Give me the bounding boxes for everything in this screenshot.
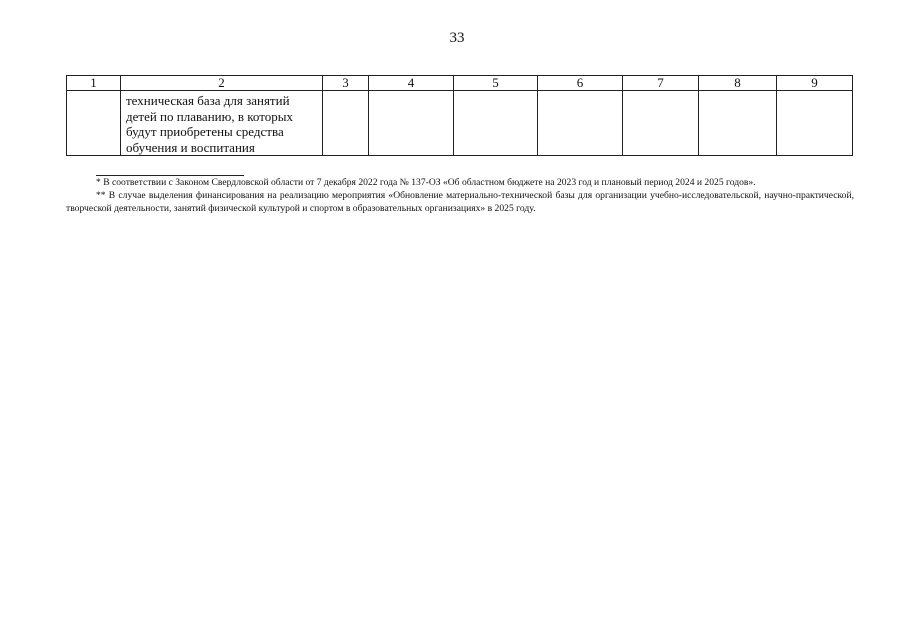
table-row	[67, 91, 853, 156]
column-header: 3	[323, 76, 369, 91]
table-cell	[323, 91, 369, 156]
table-header-row	[67, 76, 853, 91]
page-number: 33	[449, 30, 465, 46]
column-header: 8	[699, 76, 777, 91]
table-cell	[369, 91, 454, 156]
table-cell	[699, 91, 777, 156]
table-cell	[777, 91, 853, 156]
table-cell	[623, 91, 699, 156]
table-cell	[67, 91, 121, 156]
table-cell	[538, 91, 623, 156]
footnote: ** В случае выделения финансирования на реализацию мероприятия «Обновление материально-технической базы для организации учебно-исследовательской, научно-практической, творческой деятельности, занятий физической культурой и спортом в образовательных организациях» в 2025 году.	[66, 189, 854, 214]
column-header: 4	[369, 76, 454, 91]
column-header: 1	[67, 76, 121, 91]
description-cell	[121, 91, 323, 156]
description-line: техническая база для занятий	[126, 93, 290, 108]
footnotes	[66, 177, 854, 215]
description-line: будут приобретены средства	[126, 124, 284, 139]
column-header: 2	[121, 76, 323, 91]
column-header: 6	[538, 76, 623, 91]
table-cell	[454, 91, 538, 156]
data-table	[66, 75, 853, 156]
footnote: * В соответствии с Законом Свердловской области от 7 декабря 2022 года № 137-ОЗ «Об областном бюджете на 2023 год и плановый период 2024 и 2025 годов».	[96, 177, 756, 188]
description-line: детей по плаванию, в которых	[126, 108, 293, 124]
description-line: обучения и воспитания	[126, 139, 255, 155]
column-header: 5	[454, 76, 538, 91]
footnote-separator	[96, 175, 244, 176]
column-header: 7	[623, 76, 699, 91]
column-header: 9	[777, 76, 853, 91]
